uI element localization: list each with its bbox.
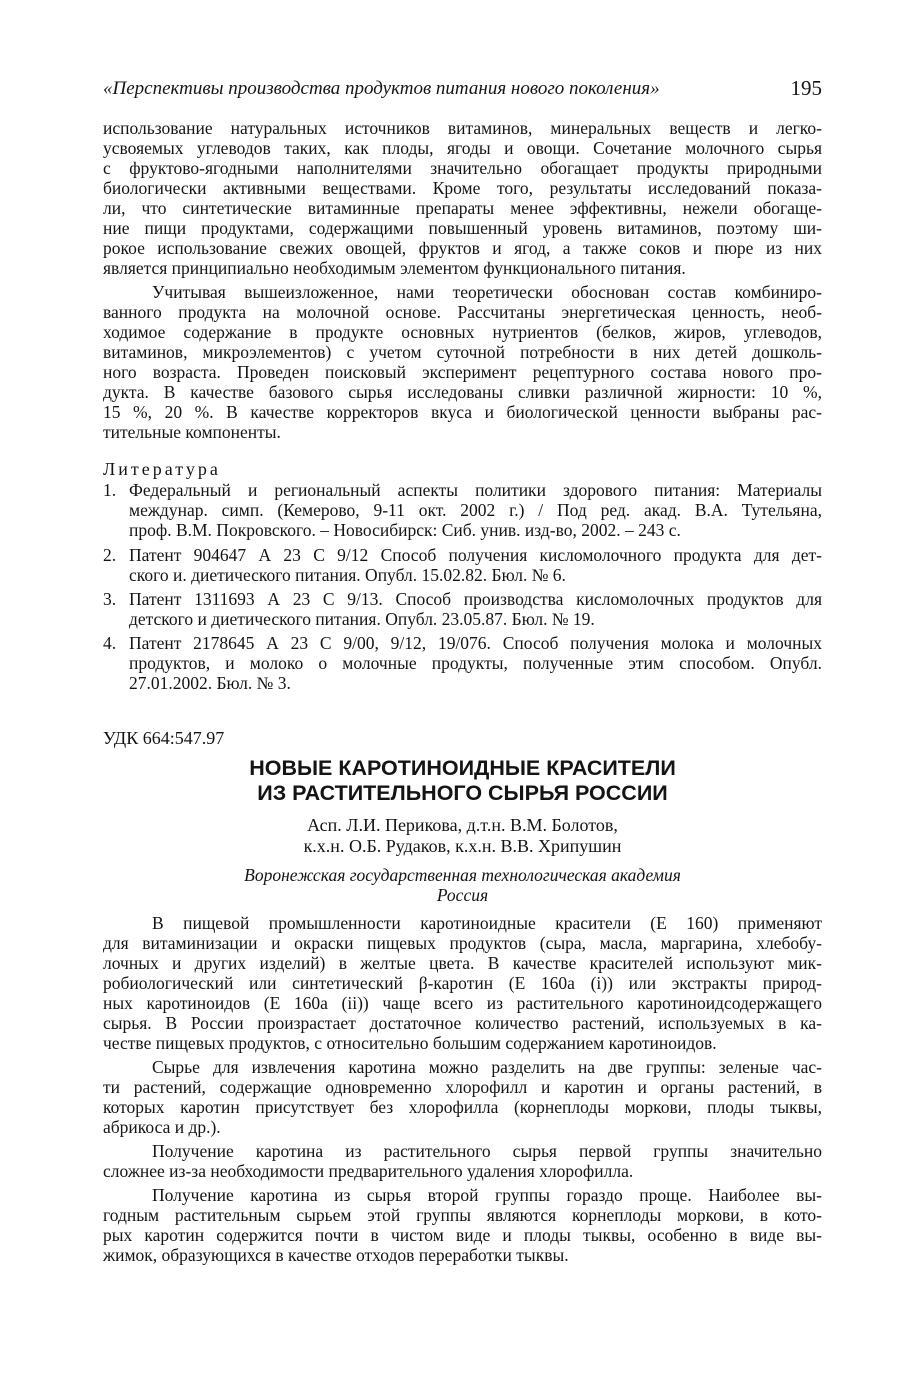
- intro-p2-line: ного возраста. Проведен поисковый эксперимент рецептурного состава нового про-: [103, 362, 822, 382]
- article-p1-line: ных каротиноидов (Е 160а (ii)) чаще всего из растительного каротиноидсодержащего: [103, 993, 822, 1013]
- intro-p2-line: тительные компоненты.: [103, 422, 281, 442]
- reference-line: проф. В.М. Покровского. – Новосибирск: Сиб. унив. изд-во, 2002. – 243 с.: [129, 520, 681, 540]
- article-p3-line: сложнее из-за необходимости предварительного удаления хлорофилла.: [103, 1161, 634, 1181]
- udc-code: УДК 664:547.97: [103, 728, 225, 748]
- reference-line: продуктов, и молоко о молочные продукты, полученные этим способом. Опубл.: [129, 653, 822, 673]
- affiliation: [103, 865, 822, 905]
- reference-number: 4.: [103, 633, 117, 653]
- running-title: «Перспективы производства продуктов питания нового поколения»: [103, 78, 660, 99]
- reference-line: ского и. диетического питания. Опубл. 15.02.82. Бюл. № 6.: [129, 565, 566, 585]
- reference-line: Федеральный и региональный аспекты политики здорового питания: Материалы: [129, 480, 822, 500]
- article-p2-line: которых каротин присутствует без хлорофилла (корнеплоды моркови, плоды тыквы,: [103, 1097, 822, 1117]
- authors-line: Асп. Л.И. Перикова, д.т.н. В.М. Болотов,: [307, 815, 618, 835]
- article-p4-line: жимок, образующихся в качестве отходов переработки тыквы.: [103, 1245, 569, 1265]
- reference-line: детского и диетического питания. Опубл. 23.05.87. Бюл. № 19.: [129, 609, 595, 629]
- article-title-line: ИЗ РАСТИТЕЛЬНОГО СЫРЬЯ РОССИИ: [257, 781, 668, 805]
- intro-p1-line: с фруктово-ягодными наполнителями значительно обогащает продукты природными: [103, 158, 822, 178]
- article-title: [103, 756, 822, 806]
- authors: [103, 815, 822, 857]
- page-number: 195: [790, 76, 822, 100]
- authors-line: к.х.н. О.Б. Рудаков, к.х.н. В.В. Хрипушин: [303, 836, 622, 856]
- article-p1-line: лочных и других изделий) в желтые цвета. В качестве красителей используют мик-: [103, 953, 822, 973]
- intro-p1-line: рокое использование свежих овощей, фруктов и ягод, а также соков и пюре из них: [103, 238, 822, 258]
- reference-line: Патент 904647 А 23 С 9/12 Способ получения кисломолочного продукта для дет-: [129, 545, 822, 565]
- article-p1-line: В пищевой промышленности каротиноидные красители (Е 160) применяют: [152, 913, 822, 933]
- article-p4-line: годным растительным сырьем этой группы являются корнеплоды моркови, в кото-: [103, 1205, 822, 1225]
- article-p2-line: ти растений, содержащие одновременно хлорофилл и каротин и органы растений, в: [103, 1077, 822, 1097]
- intro-p2-line: витаминов, микроэлементов) с учетом суточной потребности в них детей дошколь-: [103, 342, 822, 362]
- intro-p1-line: ли, что синтетические витаминные препараты менее эффективны, нежели обогаще-: [103, 198, 822, 218]
- intro-p2-line: ходимое содержание в продукте основных нутриентов (белков, жиров, углеводов,: [103, 322, 822, 342]
- article-p4-line: рых каротин содержится почти в чистом виде и плоды тыквы, особенно в виде вы-: [103, 1225, 822, 1245]
- article-p1-line: робиологический или синтетический β-каротин (Е 160а (i)) или экстракты природ-: [103, 973, 822, 993]
- article-p1-line: сырья. В России произрастает достаточное количество растений, используемых в ка-: [103, 1013, 822, 1033]
- reference-line: 27.01.2002. Бюл. № 3.: [129, 673, 291, 693]
- article-p2-line: Сырье для извлечения каротина можно разделить на две группы: зеленые час-: [152, 1057, 822, 1077]
- article-p1-line: для витаминизации и окраски пищевых продуктов (сыра, масла, маргарина, хлебобу-: [103, 933, 822, 953]
- running-header: [103, 78, 822, 104]
- reference-number: 1.: [103, 480, 117, 500]
- intro-p2-line: 15 %, 20 %. В качестве корректоров вкуса и биологической ценности выбраны рас-: [103, 402, 822, 422]
- intro-p1-line: использование натуральных источников витаминов, минеральных веществ и легко-: [103, 118, 822, 138]
- article-p4-line: Получение каротина из сырья второй группы гораздо проще. Наиболее вы-: [152, 1185, 822, 1205]
- intro-p1-line: усвояемых углеводов таких, как плоды, ягоды и овощи. Сочетание молочного сырья: [103, 138, 822, 158]
- article-p1-line: честве пищевых продуктов, с относительно большим содержанием каротиноидов.: [103, 1033, 717, 1053]
- intro-p1-line: ние пищи продуктами, содержащими повышенный уровень витаминов, поэтому ши-: [103, 218, 822, 238]
- reference-number: 3.: [103, 589, 117, 609]
- intro-p2-line: дукта. В качестве базового сырья исследованы сливки различной жирности: 10 %,: [103, 382, 822, 402]
- intro-p1-line: является принципиально необходимым элементом функционального питания.: [103, 258, 686, 278]
- article-p2-line: абрикоса и др.).: [103, 1117, 221, 1137]
- intro-p2-line: Учитывая вышеизложенное, нами теоретически обоснован состав комбиниро-: [152, 282, 822, 302]
- article-title-line: НОВЫЕ КАРОТИНОИДНЫЕ КРАСИТЕЛИ: [249, 756, 676, 780]
- affiliation-name: Воронежская государственная технологическая академия: [244, 865, 681, 885]
- intro-p2-line: ванного продукта на молочной основе. Рассчитаны энергетическая ценность, необ-: [103, 302, 822, 322]
- reference-line: междунар. симп. (Кемерово, 9-11 окт. 2002 г.) / Под ред. акад. В.А. Тутельяна,: [129, 500, 822, 520]
- intro-p1-line: биологически активными веществами. Кроме того, результаты исследований показа-: [103, 178, 822, 198]
- literature-heading: Литература: [103, 459, 221, 479]
- reference-line: Патент 2178645 А 23 С 9/00, 9/12, 19/076. Способ получения молока и молочных: [129, 633, 822, 653]
- reference-number: 2.: [103, 545, 117, 565]
- reference-line: Патент 1311693 А 23 С 9/13. Способ производства кисломолочных продуктов для: [129, 589, 822, 609]
- article-p3-line: Получение каротина из растительного сырья первой группы значительно: [152, 1141, 822, 1161]
- affiliation-country: Россия: [436, 885, 489, 905]
